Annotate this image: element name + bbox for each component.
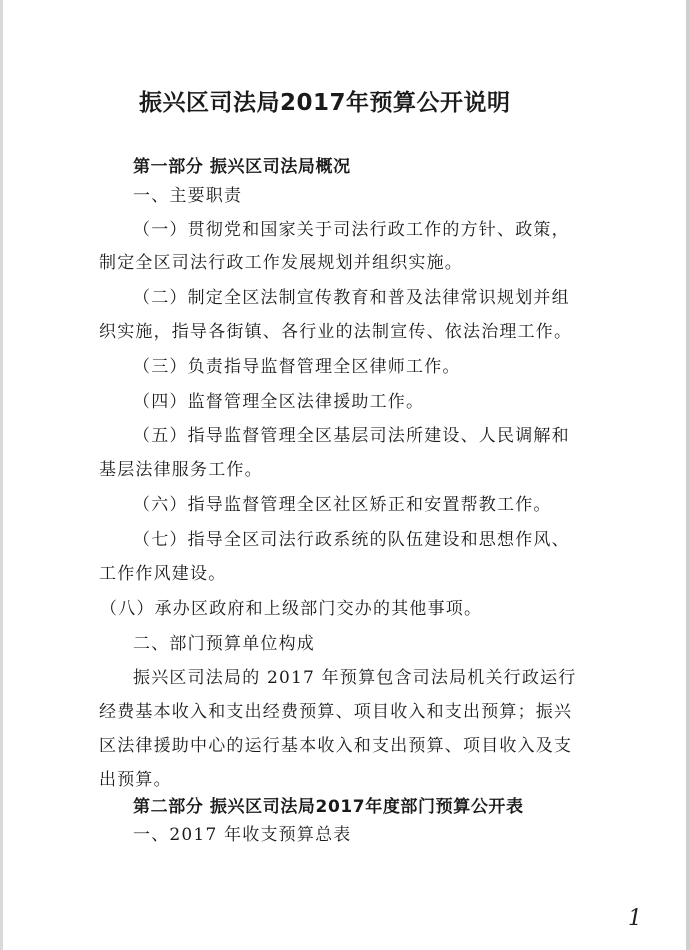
- duty-5-line2: 基层法律服务工作。: [99, 460, 263, 480]
- duty-8: （八）承办区政府和上级部门交办的其他事项。: [100, 599, 483, 619]
- part2-subheading: 一、2017 年收支预算总表: [133, 825, 352, 845]
- duty-1-line2: 制定全区司法行政工作发展规划并组织实施。: [99, 253, 463, 273]
- section2-line-3: 区法律援助中心的运行基本收入和支出预算、项目收入及支: [99, 736, 573, 756]
- scan-edge-right: [686, 0, 690, 950]
- section2-heading: 二、部门预算单位构成: [133, 634, 315, 654]
- duty-4: （四）监督管理全区法律援助工作。: [133, 392, 425, 412]
- part1-heading: 第一部分 振兴区司法局概况: [133, 157, 351, 177]
- duty-5-line1: （五）指导监督管理全区基层司法所建设、人民调解和: [133, 426, 570, 446]
- part2-heading: 第二部分 振兴区司法局2017年度部门预算公开表: [133, 797, 524, 817]
- duty-2-line2: 织实施，指导各街镇、各行业的法制宣传、依法治理工作。: [99, 322, 573, 342]
- section2-line-1: 振兴区司法局的 2017 年预算包含司法局机关行政运行: [133, 668, 577, 688]
- scan-edge-left: [0, 0, 3, 950]
- duty-6: （六）指导监督管理全区社区矫正和安置帮教工作。: [133, 495, 552, 515]
- document-title: 振兴区司法局2017年预算公开说明: [139, 90, 511, 116]
- duty-1-line1: （一）贯彻党和国家关于司法行政工作的方针、政策，: [133, 220, 570, 240]
- duty-3: （三）负责指导监督管理全区律师工作。: [133, 357, 461, 377]
- section1-heading: 一、主要职责: [133, 186, 243, 206]
- page-number: 1: [628, 906, 642, 931]
- duty-2-line1: （二）制定全区法制宣传教育和普及法律常识规划并组: [133, 288, 570, 308]
- section2-line-2: 经费基本收入和支出经费预算、项目收入和支出预算；振兴: [99, 702, 573, 722]
- section2-line-4: 出预算。: [99, 770, 172, 790]
- duty-7-line2: 工作作风建设。: [99, 564, 227, 584]
- duty-7-line1: （七）指导全区司法行政系统的队伍建设和思想作风、: [133, 530, 570, 550]
